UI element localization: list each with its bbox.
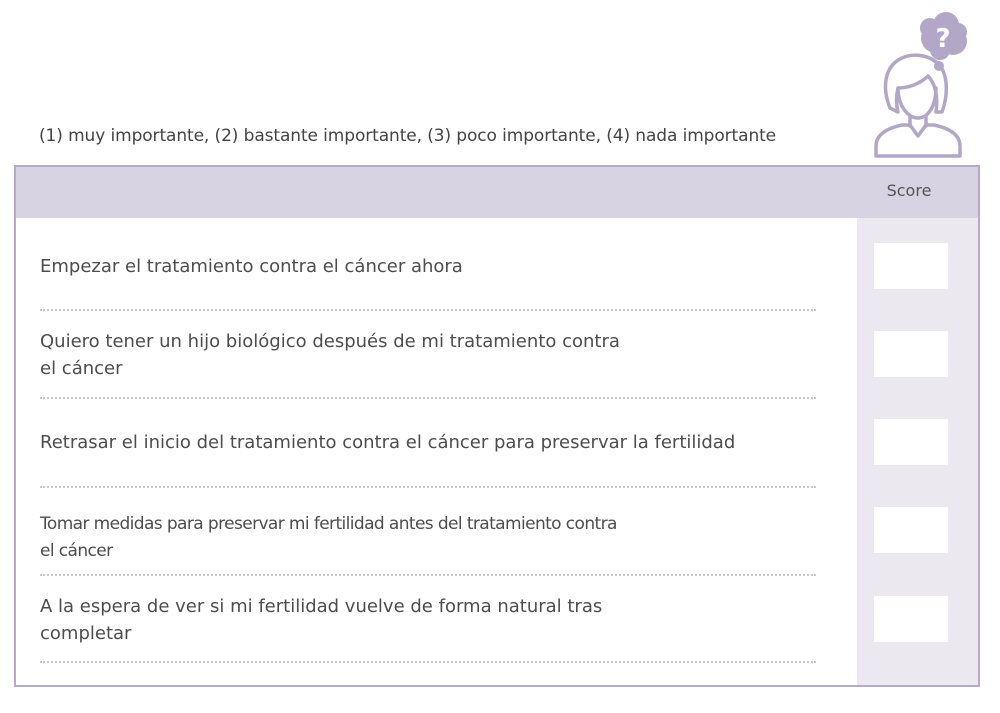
score-input[interactable]	[874, 507, 948, 553]
svg-text:?: ?	[935, 24, 951, 54]
score-input[interactable]	[874, 331, 948, 377]
item-text: Quiero tener un hijo biológico después de mi tratamiento contra el cáncer	[40, 331, 620, 379]
item-text: Tomar medidas para preservar mi fertilidad antes del tratamiento contra el cáncer	[40, 514, 617, 561]
table-row	[40, 218, 816, 311]
score-input[interactable]	[874, 596, 948, 642]
score-input[interactable]	[874, 419, 948, 465]
score-column-title: Score	[886, 181, 932, 200]
score-input[interactable]	[874, 243, 948, 289]
priorities-table	[14, 165, 980, 687]
table-row	[40, 310, 816, 399]
item-text: Empezar el tratamiento contra el cáncer ahora	[40, 256, 463, 277]
table-row	[40, 575, 816, 663]
table-row	[40, 487, 816, 576]
scale-legend: (1) muy importante, (2) bastante importante, (3) poco importante, (4) nada importante	[39, 126, 777, 146]
table-row	[40, 398, 816, 488]
item-text: A la espera de ver si mi fertilidad vuelve de forma natural tras completar	[40, 596, 603, 644]
table-header	[16, 167, 978, 218]
person-thinking-question-icon	[868, 8, 972, 160]
item-text: Retrasar el inicio del tratamiento contra el cáncer para preservar la fertilidad	[40, 432, 736, 453]
